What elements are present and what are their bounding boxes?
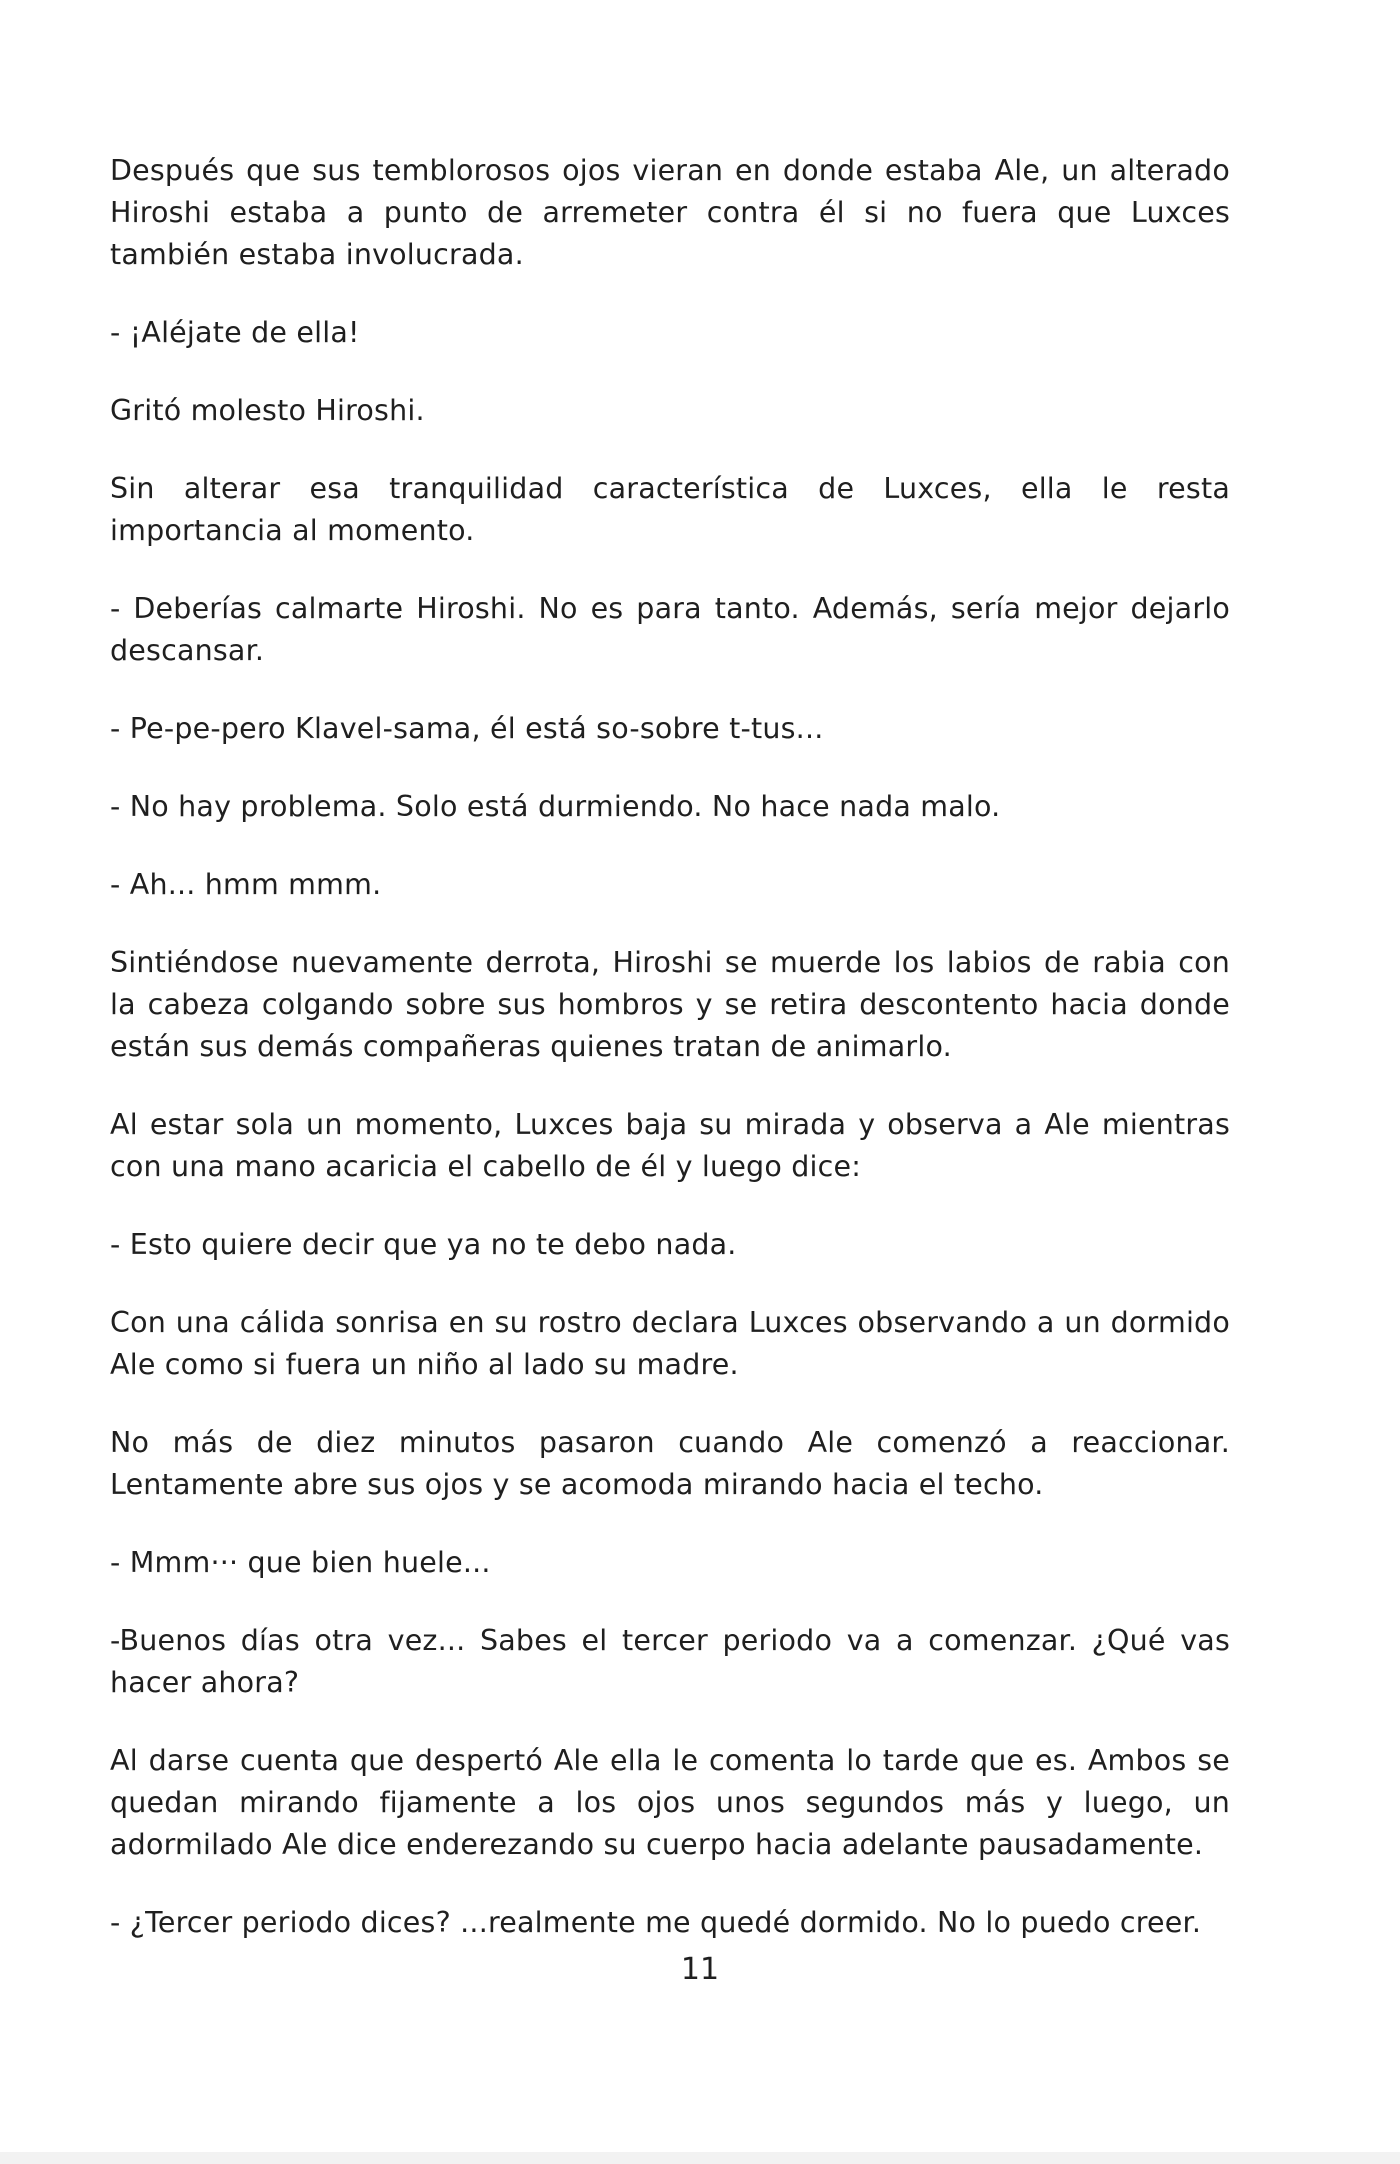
paragraph-11: - Esto quiere decir que ya no te debo nada. (110, 1228, 737, 1261)
paragraph-7: - No hay problema. Solo está durmiendo. No hace nada malo. (110, 790, 1001, 823)
paragraph-5: - Deberías calmarte Hiroshi. No es para tanto. Además, sería mejor dejarlo descansar. (110, 592, 1230, 667)
paragraph-1: Después que sus temblorosos ojos vieran en donde estaba Ale, un alterado Hiroshi estaba a punto de arremeter contra él si no fuera que Luxces también estaba involucrada. (110, 154, 1230, 271)
paragraph-16: Al darse cuenta que despertó Ale ella le comenta lo tarde que es. Ambos se quedan mirando fijamente a los ojos unos segundos más y luego, un adormilado Ale dice enderezando su cuerpo hacia adelante pausadamente. (110, 1744, 1230, 1861)
paragraph-14: - Mmm··· que bien huele... (110, 1546, 491, 1579)
paragraph-2: - ¡Aléjate de ella! (110, 316, 360, 349)
paragraph-15: -Buenos días otra vez... Sabes el tercer periodo va a comenzar. ¿Qué vas hacer ahora? (110, 1624, 1230, 1699)
paragraph-17: - ¿Tercer periodo dices? ...realmente me quedé dormido. No lo puedo creer. (110, 1906, 1202, 1939)
page-body-text (110, 150, 1230, 1980)
paragraph-4: Sin alterar esa tranquilidad característica de Luxces, ella le resta importancia al momento. (110, 472, 1230, 547)
paragraph-9: Sintiéndose nuevamente derrota, Hiroshi se muerde los labios de rabia con la cabeza colgando sobre sus hombros y se retira descontento hacia donde están sus demás compañeras quienes tratan de animarlo. (110, 946, 1230, 1063)
paragraph-10: Al estar sola un momento, Luxces baja su mirada y observa a Ale mientras con una mano acaricia el cabello de él y luego dice: (110, 1108, 1230, 1183)
bottom-edge (0, 2152, 1400, 2164)
paragraph-8: - Ah... hmm mmm. (110, 868, 382, 901)
paragraph-3: Gritó molesto Hiroshi. (110, 394, 425, 427)
paragraph-13: No más de diez minutos pasaron cuando Ale comenzó a reaccionar. Lentamente abre sus ojos y se acomoda mirando hacia el techo. (110, 1426, 1230, 1501)
paragraph-6: - Pe-pe-pero Klavel-sama, él está so-sobre t-tus... (110, 712, 824, 745)
page-number: 11 (680, 1952, 720, 1987)
paragraph-12: Con una cálida sonrisa en su rostro declara Luxces observando a un dormido Ale como si fuera un niño al lado su madre. (110, 1306, 1230, 1381)
